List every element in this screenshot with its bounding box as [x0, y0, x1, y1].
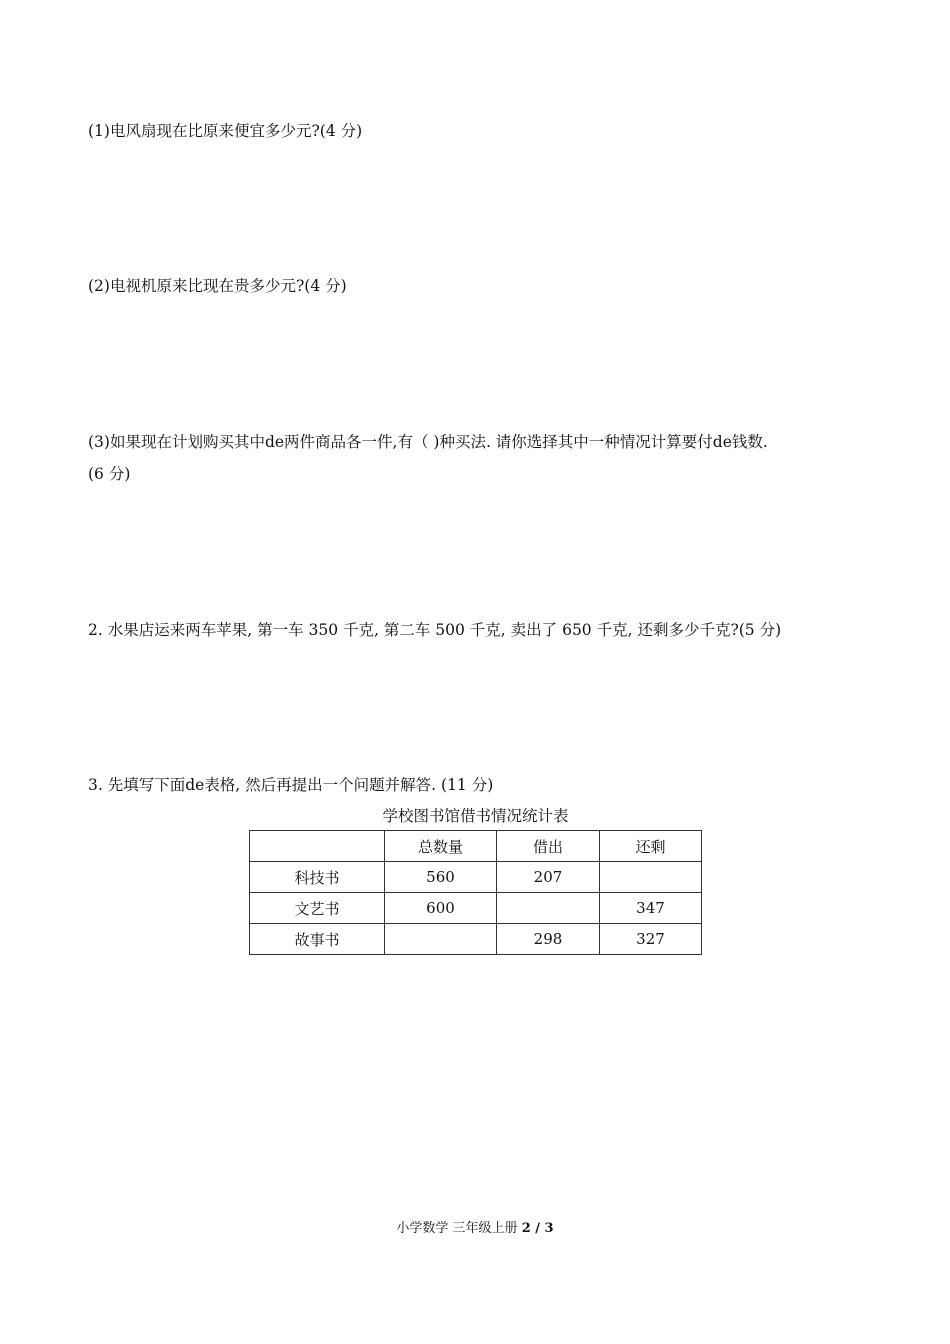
cell-remaining: 347: [600, 893, 702, 924]
header-cell-borrowed: 借出: [497, 831, 600, 862]
row-label: 文艺书: [250, 893, 385, 924]
library-stats-table: [249, 830, 702, 955]
cell-total: 560: [385, 862, 497, 893]
cell-remaining-blank: [600, 862, 702, 893]
question-2: 2. 水果店运来两车苹果, 第一车 350 千克, 第二车 500 千克, 卖出了 650 千克, 还剩多少千克?(5 分): [88, 621, 782, 639]
footer-text: 小学数学 三年级上册: [396, 1221, 518, 1236]
question-1-3: (3)如果现在计划购买其中de两件商品各一件,有（ )种买法. 请你选择其中一种情况计算要付de钱数.: [88, 433, 768, 451]
cell-borrowed: 207: [497, 862, 600, 893]
table-row: [250, 862, 702, 893]
header-cell-remaining: 还剩: [600, 831, 702, 862]
cell-borrowed: 298: [497, 924, 600, 955]
row-label: 故事书: [250, 924, 385, 955]
cell-total-blank: [385, 924, 497, 955]
question-1-2: (2)电视机原来比现在贵多少元?(4 分): [88, 277, 347, 295]
question-3: 3. 先填写下面de表格, 然后再提出一个问题并解答. (11 分): [88, 776, 494, 794]
cell-total: 600: [385, 893, 497, 924]
table-row: [250, 893, 702, 924]
cell-remaining: 327: [600, 924, 702, 955]
cell-borrowed-blank: [497, 893, 600, 924]
page-footer: [0, 1220, 950, 1238]
question-1-3-points: (6 分): [88, 465, 131, 483]
header-cell-total: 总数量: [385, 831, 497, 862]
row-label: 科技书: [250, 862, 385, 893]
header-cell-blank: [250, 831, 385, 862]
table-title: 学校图书馆借书情况统计表: [382, 807, 569, 825]
question-1-1: (1)电风扇现在比原来便宜多少元?(4 分): [88, 122, 363, 140]
table-row: [250, 924, 702, 955]
table-header-row: [250, 831, 702, 862]
page-number: 2 / 3: [521, 1221, 554, 1236]
